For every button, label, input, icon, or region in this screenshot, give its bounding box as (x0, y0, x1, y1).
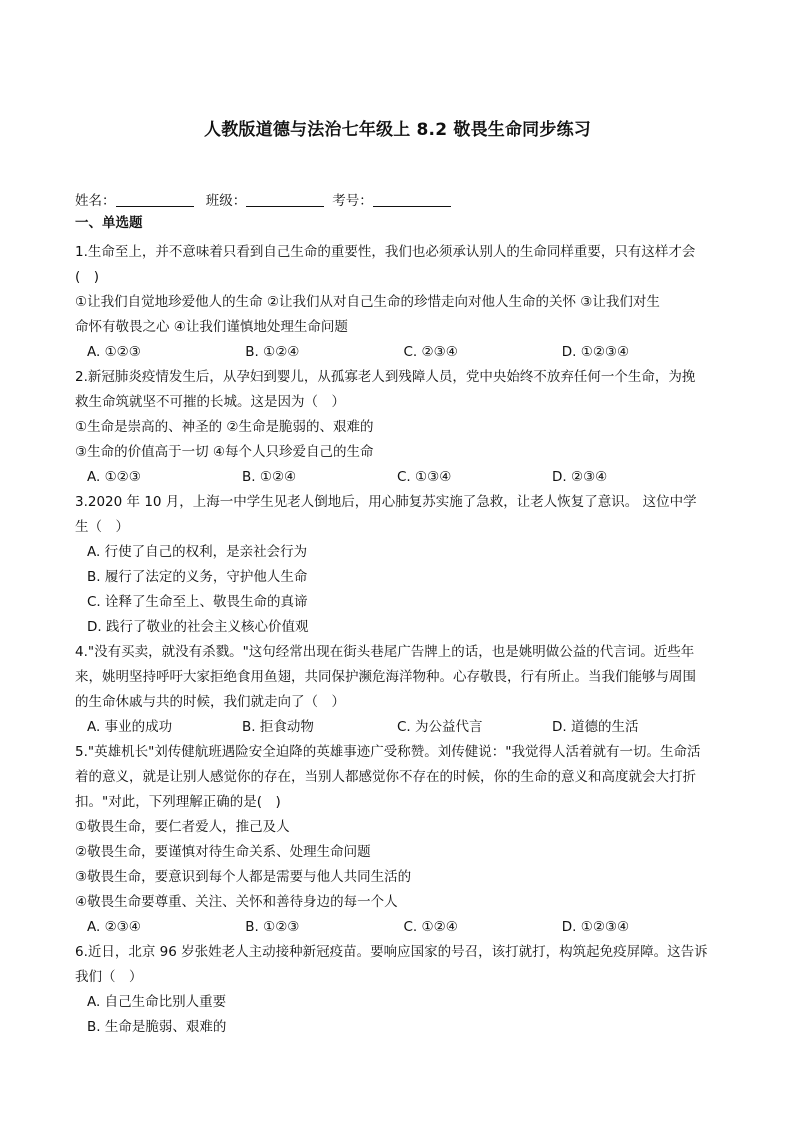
question-stem: 来，姚明坚持呼吁大家拒绝食用鱼翅，共同保护濒危海洋物种。心存敬畏，行有所止。当我们能够与周围 (75, 669, 696, 685)
option-c[interactable]: C. ①②④ (403, 919, 458, 935)
option-c[interactable]: C. 诠释了生命至上、敬畏生命的真谛 (87, 594, 308, 610)
question-stem: 2.新冠肺炎疫情发生后，从孕妇到婴儿，从孤寡老人到残障人员，党中央始终不放弃任何一个生命，为挽 (75, 369, 696, 385)
student-info-row (75, 190, 720, 212)
question-stem: 我们（ ） (75, 969, 143, 985)
option-b[interactable]: B. ①②④ (245, 344, 300, 360)
question-item: ①敬畏生命，要仁者爱人，推己及人 (75, 819, 290, 835)
question-stem: 的生命休戚与共的时候，我们就走向了（ ） (75, 694, 345, 710)
option-b[interactable]: B. 拒食动物 (242, 719, 314, 735)
option-a[interactable]: A. 行使了自己的权利，是亲社会行为 (87, 544, 308, 560)
options-row (75, 715, 720, 740)
question-item: ①生命是崇高的、神圣的 ②生命是脆弱的、艰难的 (75, 419, 374, 435)
question-item: ③生命的价值高于一切 ④每个人只珍爱自己的生命 (75, 444, 374, 460)
question-item: ③敬畏生命，要意识到每个人都是需要与他人共同生活的 (75, 869, 412, 885)
name-label: 姓名： (75, 193, 116, 209)
option-b[interactable]: B. 履行了法定的义务，守护他人生命 (87, 569, 308, 585)
question-stem: 3.2020 年 10 月，上海一中学生见老人倒地后，用心肺复苏实施了急救，让老人恢复了意识。 这位中学 (75, 494, 697, 510)
question-item: 命怀有敬畏之心 ④让我们谨慎地处理生命问题 (75, 319, 348, 335)
exam-no-label: 考号： (332, 193, 373, 209)
question-6 (75, 940, 720, 1040)
option-b[interactable]: B. ①②③ (245, 919, 300, 935)
question-3 (75, 490, 720, 640)
option-a[interactable]: A. 事业的成功 (87, 719, 173, 735)
option-a[interactable]: A. ②③④ (87, 919, 141, 935)
question-stem: 救生命筑就坚不可摧的长城。这是因为（ ） (75, 394, 345, 410)
question-item: ④敬畏生命要尊重、关注、关怀和善待身边的每一个人 (75, 894, 398, 910)
document-content (75, 116, 720, 1040)
option-d[interactable]: D. ①②③④ (561, 344, 630, 360)
name-blank[interactable] (116, 192, 194, 207)
question-stem: 6.近日，北京 96 岁张姓老人主动接种新冠疫苗。要响应国家的号召，该打就打，构筑起免疫屏障。这告诉 (75, 944, 708, 960)
option-d[interactable]: D. 道德的生活 (552, 719, 639, 735)
option-c[interactable]: C. 为公益代言 (397, 719, 483, 735)
option-a[interactable]: A. 自己生命比别人重要 (87, 994, 227, 1010)
class-label: 班级： (205, 193, 247, 209)
question-item: ②敬畏生命，要谨慎对待生命关系、处理生命问题 (75, 844, 371, 860)
question-stem: 生（ ） (75, 519, 129, 535)
question-stem: 5."英雄机长"刘传健航班遇险安全迫降的英雄事迹广受称赞。刘传健说："我觉得人活着就有一切。生命活 (75, 744, 701, 760)
question-stem: 着的意义，就是让别人感觉你的存在，当别人都感觉你不存在的时候，你的生命的意义和高度就会大打折 (75, 769, 696, 785)
question-4 (75, 640, 720, 740)
option-b[interactable]: B. 生命是脆弱、艰难的 (87, 1019, 227, 1035)
question-1 (75, 240, 720, 365)
options-row (75, 915, 720, 940)
option-d[interactable]: D. ②③④ (552, 469, 608, 485)
question-stem: 1.生命至上，并不意味着只看到自己生命的重要性，我们也必须承认别人的生命同样重要，只有这样才会 (75, 244, 696, 260)
exam-no-blank[interactable] (373, 192, 451, 207)
question-stem: 扣。"对此，下列理解正确的是( ) (75, 794, 281, 810)
question-5 (75, 740, 720, 940)
section-title: 一、单选题 (75, 215, 143, 231)
option-d[interactable]: D. ①②③④ (561, 919, 630, 935)
option-d[interactable]: D. 践行了敬业的社会主义核心价值观 (87, 619, 309, 635)
question-2 (75, 365, 720, 490)
question-stem: ( ) (75, 269, 100, 285)
options-row (75, 465, 720, 490)
option-c[interactable]: C. ①③④ (397, 469, 452, 485)
option-b[interactable]: B. ①②④ (242, 469, 297, 485)
option-c[interactable]: C. ②③④ (403, 344, 458, 360)
option-a[interactable]: A. ①②③ (87, 469, 141, 485)
page-title: 人教版道德与法治七年级上 8.2 敬畏生命同步练习 (204, 120, 591, 140)
class-blank[interactable] (246, 192, 324, 207)
question-stem: 4."没有买卖，就没有杀戮。"这句经常出现在街头巷尾广告牌上的话，也是姚明做公益的代言词。近些年 (75, 644, 695, 660)
options-row (75, 340, 720, 365)
question-item: ①让我们自觉地珍爱他人的生命 ②让我们从对自己生命的珍惜走向对他人生命的关怀 ③让我们对生 (75, 294, 660, 310)
option-a[interactable]: A. ①②③ (87, 344, 141, 360)
